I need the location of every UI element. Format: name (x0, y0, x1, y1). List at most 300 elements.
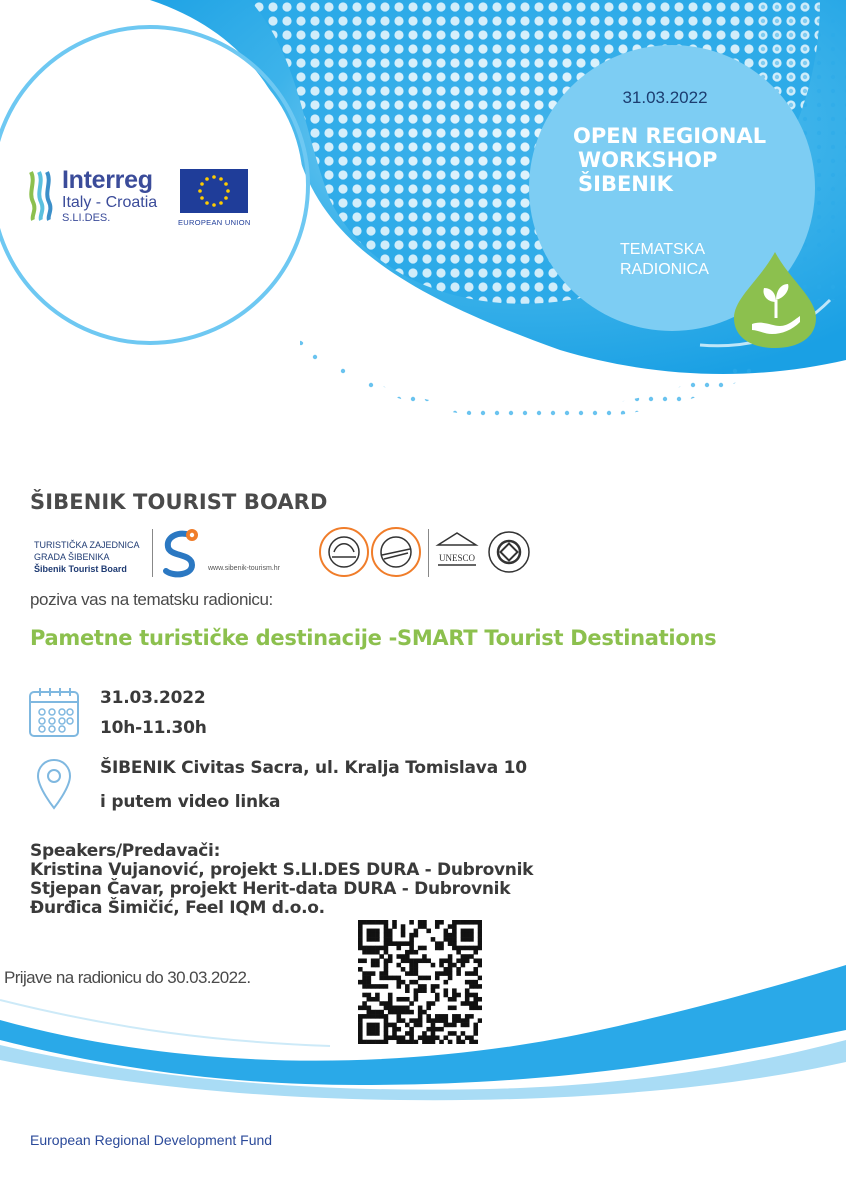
qr-module (426, 929, 431, 934)
qr-module (384, 971, 389, 976)
qr-module (448, 976, 453, 981)
qr-module (358, 933, 363, 938)
qr-module (426, 1006, 431, 1011)
qr-module (358, 1031, 363, 1036)
qr-module (388, 976, 393, 981)
qr-module (384, 984, 389, 989)
qr-module (414, 967, 419, 972)
qr-module (448, 954, 453, 959)
qr-module (358, 1014, 363, 1019)
qr-module (405, 954, 410, 959)
qr-module (367, 971, 372, 976)
qr-module (478, 976, 482, 981)
qr-module (409, 1018, 414, 1023)
qr-module (452, 933, 457, 938)
qr-module (418, 976, 423, 981)
qr-module (461, 1040, 466, 1044)
workshop-title (573, 124, 766, 196)
qr-module (409, 1010, 414, 1015)
workshop-title-line-1: OPEN REGIONAL (573, 124, 767, 148)
qr-module (362, 946, 367, 951)
qr-module (379, 1014, 384, 1019)
qr-module (426, 1014, 431, 1019)
interreg-logo (28, 166, 258, 230)
qr-module (367, 1023, 372, 1028)
qr-module (396, 997, 401, 1002)
qr-module (384, 1006, 389, 1011)
qr-module (367, 1040, 372, 1044)
qr-module (435, 993, 440, 998)
qr-module (401, 1018, 406, 1023)
speakers-block (30, 842, 533, 918)
qr-module (431, 1035, 436, 1040)
qr-module (431, 937, 436, 942)
circle-date: 31.03.2022 (622, 88, 708, 107)
qr-module (435, 1018, 440, 1023)
qr-module (409, 967, 414, 972)
qr-module (362, 976, 367, 981)
qr-module (465, 1001, 470, 1006)
qr-module (448, 1023, 453, 1028)
qr-module (375, 1027, 380, 1032)
qr-module (426, 1035, 431, 1040)
qr-module (478, 946, 482, 951)
qr-module (439, 1040, 444, 1044)
workshop-topic: Pametne turističke destinacije -SMART Tourist Destinations (30, 626, 717, 650)
qr-module (375, 933, 380, 938)
qr-module (414, 1040, 419, 1044)
qr-module (375, 993, 380, 998)
qr-module (401, 980, 406, 985)
qr-module (375, 984, 380, 989)
qr-module (384, 937, 389, 942)
qr-module (469, 937, 474, 942)
qr-module (362, 920, 367, 925)
qr-module (473, 920, 478, 925)
qr-module (478, 920, 482, 925)
qr-module (367, 993, 372, 998)
qr-module (409, 1040, 414, 1044)
qr-module (414, 997, 419, 1002)
workshop-subtitle-line-1: TEMATSKA (620, 241, 706, 258)
qr-module (473, 980, 478, 985)
qr-module (392, 1010, 397, 1015)
qr-module (439, 920, 444, 925)
qr-module (478, 997, 482, 1002)
qr-module (367, 984, 372, 989)
qr-module (452, 1023, 457, 1028)
fortress-seal-icon (366, 525, 426, 579)
qr-module (418, 946, 423, 951)
qr-module (465, 1023, 470, 1028)
qr-module (409, 1027, 414, 1032)
qr-module (444, 988, 449, 993)
qr-module (375, 1040, 380, 1044)
qr-module (384, 1040, 389, 1044)
divider (428, 529, 429, 577)
qr-module (371, 929, 376, 934)
qr-module (396, 954, 401, 959)
qr-module (452, 937, 457, 942)
qr-module (473, 1006, 478, 1011)
qr-module (448, 941, 453, 946)
qr-module (418, 1018, 423, 1023)
qr-module (452, 929, 457, 934)
qr-module (388, 929, 393, 934)
qr-module (456, 946, 461, 951)
qr-module (396, 941, 401, 946)
qr-module (414, 980, 419, 985)
qr-module (396, 976, 401, 981)
cathedral-seal-icon (318, 525, 370, 579)
qr-module (439, 958, 444, 963)
qr-module (396, 1014, 401, 1019)
qr-module (448, 1040, 453, 1044)
qr-module (452, 993, 457, 998)
qr-module (422, 920, 427, 925)
qr-module (431, 1031, 436, 1036)
qr-module (461, 933, 466, 938)
qr-module (465, 988, 470, 993)
qr-module (401, 1040, 406, 1044)
qr-module (405, 971, 410, 976)
qr-module (448, 933, 453, 938)
qr-module (469, 1014, 474, 1019)
qr-module (435, 1014, 440, 1019)
qr-module (384, 946, 389, 951)
leaf-hand-drop-icon (730, 250, 820, 350)
qr-module (388, 1023, 393, 1028)
qr-module (435, 946, 440, 951)
qr-module (473, 1027, 478, 1032)
qr-module (414, 958, 419, 963)
qr-module (362, 1001, 367, 1006)
qr-module (358, 929, 363, 934)
qr-module (384, 1027, 389, 1032)
qr-module (405, 1040, 410, 1044)
qr-module (465, 954, 470, 959)
qr-module (444, 971, 449, 976)
qr-module (384, 1031, 389, 1036)
qr-module (418, 1035, 423, 1040)
qr-module (379, 954, 384, 959)
qr-module (422, 1031, 427, 1036)
qr-module (367, 976, 372, 981)
qr-module (392, 924, 397, 929)
qr-module (465, 929, 470, 934)
qr-module (469, 984, 474, 989)
qr-module (405, 941, 410, 946)
qr-module (461, 929, 466, 934)
qr-module (396, 980, 401, 985)
qr-module (388, 937, 393, 942)
qr-module (367, 933, 372, 938)
qr-module (362, 984, 367, 989)
qr-module (392, 920, 397, 925)
tourist-board-title: ŠIBENIK TOURIST BOARD (30, 490, 328, 514)
qr-module (469, 971, 474, 976)
qr-module (362, 971, 367, 976)
eu-label: EUROPEAN UNION (178, 218, 251, 227)
qr-module (418, 988, 423, 993)
qr-module (452, 1014, 457, 1019)
qr-module (358, 946, 363, 951)
qr-module (469, 954, 474, 959)
qr-module (431, 988, 436, 993)
qr-module (478, 1018, 482, 1023)
qr-module (392, 1035, 397, 1040)
interreg-program: Italy - Croatia (62, 194, 158, 211)
qr-module (401, 997, 406, 1002)
qr-module (384, 1001, 389, 1006)
qr-module (367, 937, 372, 942)
qr-module (431, 963, 436, 968)
qr-module (401, 954, 406, 959)
qr-module (358, 1027, 363, 1032)
qr-module (409, 958, 414, 963)
qr-module (422, 924, 427, 929)
qr-module (422, 958, 427, 963)
qr-module (473, 993, 478, 998)
qr-module (473, 997, 478, 1002)
workshop-subtitle (620, 240, 709, 280)
qr-module (409, 933, 414, 938)
qr-module (418, 1014, 423, 1019)
qr-module (367, 980, 372, 985)
qr-module (371, 950, 376, 955)
qr-module (465, 958, 470, 963)
qr-module (435, 1035, 440, 1040)
qr-module (362, 1014, 367, 1019)
qr-module (358, 920, 363, 925)
calendar-icon (28, 686, 80, 740)
qr-module (375, 920, 380, 925)
qr-module (444, 937, 449, 942)
qr-module (367, 920, 372, 925)
qr-module (426, 1001, 431, 1006)
qr-module (452, 920, 457, 925)
qr-module (422, 988, 427, 993)
qr-module (422, 984, 427, 989)
qr-module (461, 958, 466, 963)
qr-module (461, 963, 466, 968)
qr-module (431, 1018, 436, 1023)
qr-module (371, 937, 376, 942)
qr-module (375, 1010, 380, 1015)
logo-text-line-2: GRADA ŠIBENIKA (34, 552, 110, 562)
qr-module (405, 1031, 410, 1036)
qr-module (409, 980, 414, 985)
qr-module (414, 1023, 419, 1028)
qr-module (409, 963, 414, 968)
divider (152, 529, 153, 577)
qr-module (379, 946, 384, 951)
qr-module (456, 993, 461, 998)
qr-module (444, 929, 449, 934)
qr-module (422, 946, 427, 951)
location-pin-icon (36, 758, 72, 812)
qr-module (392, 1023, 397, 1028)
qr-module (379, 1001, 384, 1006)
qr-module (456, 958, 461, 963)
event-date: 31.03.2022 (100, 688, 206, 708)
qr-module (358, 1018, 363, 1023)
qr-module (418, 984, 423, 989)
qr-module (435, 971, 440, 976)
qr-module (465, 937, 470, 942)
qr-module (405, 958, 410, 963)
qr-module (358, 967, 363, 972)
qr-module (362, 980, 367, 985)
qr-module (456, 1035, 461, 1040)
qr-module (431, 1040, 436, 1044)
qr-module (465, 933, 470, 938)
qr-module (473, 984, 478, 989)
qr-module (388, 933, 393, 938)
qr-module (448, 997, 453, 1002)
qr-module (469, 920, 474, 925)
qr-module (435, 1027, 440, 1032)
qr-module (384, 967, 389, 972)
qr-module (388, 1001, 393, 1006)
qr-module (409, 941, 414, 946)
qr-module (388, 958, 393, 963)
qr-module (409, 937, 414, 942)
qr-module (384, 1023, 389, 1028)
qr-module (452, 997, 457, 1002)
qr-module (452, 1031, 457, 1036)
qr-module (461, 920, 466, 925)
qr-module (367, 946, 372, 951)
qr-module (384, 929, 389, 934)
qr-module (426, 976, 431, 981)
qr-module (375, 1014, 380, 1019)
qr-module (473, 958, 478, 963)
qr-module (414, 950, 419, 955)
qr-module (358, 924, 363, 929)
qr-module (405, 1006, 410, 1011)
qr-module (448, 1006, 453, 1011)
qr-module (414, 993, 419, 998)
qr-module (452, 988, 457, 993)
qr-module (478, 929, 482, 934)
qr-module (448, 924, 453, 929)
qr-module (367, 997, 372, 1002)
qr-module (371, 946, 376, 951)
qr-module (396, 1010, 401, 1015)
qr-module (418, 1010, 423, 1015)
qr-module (371, 984, 376, 989)
qr-module (439, 971, 444, 976)
qr-module (444, 993, 449, 998)
qr-module (465, 980, 470, 985)
qr-module (396, 946, 401, 951)
qr-module (435, 976, 440, 981)
qr-module (401, 1010, 406, 1015)
qr-module (469, 1040, 474, 1044)
qr-module (473, 1001, 478, 1006)
qr-module (431, 1001, 436, 1006)
qr-module (422, 1040, 427, 1044)
qr-module (439, 963, 444, 968)
qr-module (375, 950, 380, 955)
qr-module (456, 967, 461, 972)
qr-module (358, 1023, 363, 1028)
qr-module (439, 946, 444, 951)
qr-module (384, 920, 389, 925)
qr-module (465, 1014, 470, 1019)
qr-module (444, 980, 449, 985)
qr-module (401, 1006, 406, 1011)
speaker-1: Kristina Vujanović, projekt S.LI.DES DURA - Dubrovnik (30, 860, 534, 880)
qr-module (379, 920, 384, 925)
qr-module (418, 1023, 423, 1028)
qr-module (469, 1035, 474, 1040)
qr-module (401, 929, 406, 934)
qr-module (401, 924, 406, 929)
qr-module (384, 1014, 389, 1019)
qr-module (435, 920, 440, 925)
qr-module (384, 950, 389, 955)
qr-module (396, 1040, 401, 1044)
qr-module (431, 984, 436, 989)
eu-flag (180, 169, 248, 213)
qr-module (367, 1006, 372, 1011)
qr-module (456, 1018, 461, 1023)
qr-module (461, 937, 466, 942)
qr-module (367, 950, 372, 955)
interreg-brand: Interreg (62, 166, 153, 194)
qr-module (375, 937, 380, 942)
qr-module (465, 946, 470, 951)
qr-module (452, 924, 457, 929)
qr-module (375, 946, 380, 951)
qr-module (478, 958, 482, 963)
qr-module (465, 971, 470, 976)
tourist-board-logos (30, 523, 540, 583)
qr-module (396, 1006, 401, 1011)
interreg-waves-icon (28, 170, 54, 222)
qr-module (422, 1035, 427, 1040)
qr-module (358, 941, 363, 946)
event-online: i putem video linka (100, 792, 281, 812)
qr-module (473, 1023, 478, 1028)
qr-module (388, 1035, 393, 1040)
qr-module (362, 1006, 367, 1011)
qr-module (392, 976, 397, 981)
qr-module (444, 958, 449, 963)
qr-module (465, 920, 470, 925)
qr-code[interactable] (358, 920, 482, 1044)
qr-module (379, 971, 384, 976)
workshop-title-line-2: WORKSHOP (578, 148, 718, 172)
qr-module (465, 1018, 470, 1023)
qr-module (414, 988, 419, 993)
qr-module (414, 929, 419, 934)
qr-module (414, 963, 419, 968)
qr-module (409, 1035, 414, 1040)
qr-module (371, 971, 376, 976)
speakers-heading: Speakers/Predavači: (30, 841, 221, 861)
qr-module (469, 1006, 474, 1011)
qr-module (448, 958, 453, 963)
qr-module (478, 984, 482, 989)
qr-module (401, 1035, 406, 1040)
qr-module (396, 963, 401, 968)
qr-module (473, 950, 478, 955)
qr-module (473, 971, 478, 976)
qr-module (426, 1040, 431, 1044)
